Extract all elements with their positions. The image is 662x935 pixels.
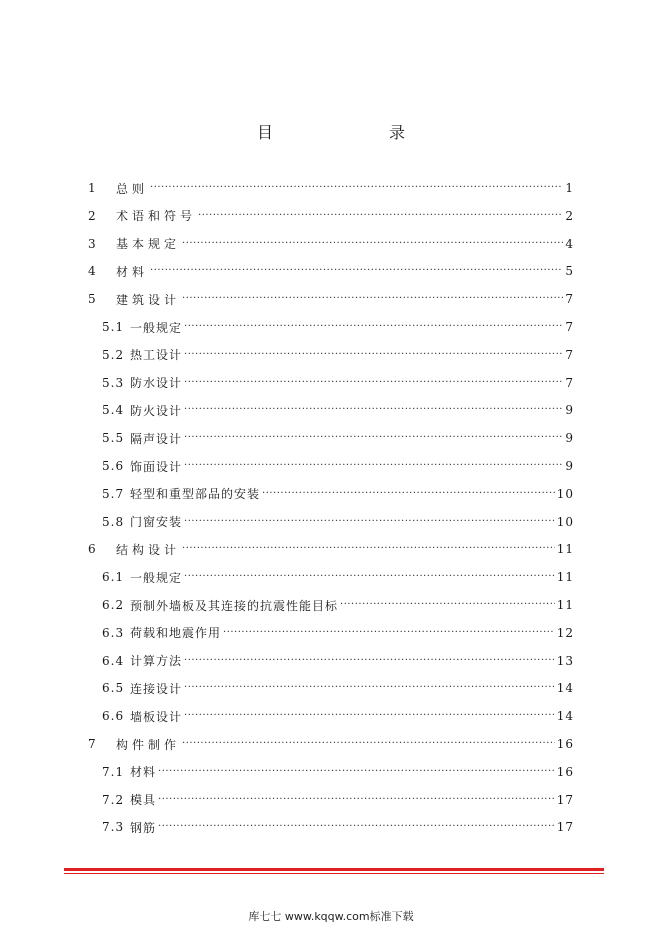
toc-entry[interactable] bbox=[102, 428, 574, 448]
toc-entry[interactable] bbox=[102, 817, 574, 837]
toc-entry-number: 3 bbox=[88, 236, 97, 251]
toc-entry-label: 热工设计 bbox=[130, 348, 183, 363]
toc-entry-number: 6 bbox=[88, 542, 97, 557]
toc-entry[interactable] bbox=[102, 762, 574, 782]
toc-entry-page: 14 bbox=[556, 709, 574, 724]
toc-dot-leader bbox=[184, 400, 563, 420]
toc-entry[interactable] bbox=[102, 678, 574, 698]
toc-dot-leader bbox=[158, 762, 555, 782]
toc-entry-label: 一般规定 bbox=[130, 570, 183, 585]
toc-entry-page: 7 bbox=[565, 347, 574, 362]
toc-dot-leader bbox=[182, 234, 563, 254]
toc-entry-label: 防火设计 bbox=[130, 403, 183, 418]
toc-entry-label: 一般规定 bbox=[130, 320, 183, 335]
toc-entry-page: 17 bbox=[556, 820, 574, 835]
toc-entry-page: 13 bbox=[556, 653, 574, 668]
toc-entry-page: 7 bbox=[565, 320, 574, 334]
toc-dot-leader bbox=[182, 734, 555, 754]
page-title: 目 录 bbox=[256, 123, 455, 142]
toc-entry-number: 5.8 bbox=[102, 514, 125, 529]
toc-entry[interactable] bbox=[102, 345, 574, 365]
toc-entry-number: 6.5 bbox=[102, 681, 125, 696]
toc-dot-leader bbox=[182, 539, 555, 559]
toc-entry[interactable] bbox=[102, 456, 574, 476]
toc-dot-leader bbox=[262, 484, 555, 504]
toc-dot-leader bbox=[184, 651, 555, 671]
toc-entry[interactable] bbox=[102, 512, 574, 532]
toc-entry-label: 结构设计 bbox=[116, 542, 181, 557]
toc-entry-number: 6.6 bbox=[102, 709, 125, 724]
toc-entry-number: 5.1 bbox=[102, 320, 125, 334]
toc-dot-leader bbox=[184, 512, 555, 532]
toc-entry-label: 材料 bbox=[130, 765, 157, 780]
toc-entry[interactable] bbox=[102, 623, 574, 643]
toc-dot-leader bbox=[184, 456, 563, 476]
toc-entry-label: 构件制作 bbox=[116, 737, 181, 752]
toc-entry-label: 隔声设计 bbox=[130, 431, 183, 446]
toc-dot-leader bbox=[223, 623, 555, 643]
toc-entry-page: 17 bbox=[556, 792, 574, 807]
toc-entry-number: 5.5 bbox=[102, 431, 125, 446]
toc-entry-page: 16 bbox=[556, 737, 574, 751]
toc-entry[interactable] bbox=[88, 234, 574, 254]
toc-entry-page: 5 bbox=[565, 264, 574, 279]
toc-entry-page: 9 bbox=[565, 459, 574, 473]
toc-dot-leader bbox=[340, 595, 555, 615]
toc-entry-page: 4 bbox=[565, 236, 574, 251]
toc-dot-leader bbox=[184, 373, 563, 393]
toc-entry-number: 7.1 bbox=[102, 764, 125, 779]
toc-entry-page: 2 bbox=[565, 208, 574, 223]
toc-entry[interactable] bbox=[102, 790, 574, 810]
toc-entry-label: 预制外墙板及其连接的抗震性能目标 bbox=[130, 598, 339, 613]
toc-entry-number: 6.1 bbox=[102, 570, 125, 585]
toc-dot-leader bbox=[184, 706, 555, 726]
toc-entry-page: 10 bbox=[556, 514, 574, 529]
toc-entry-label: 荷载和地震作用 bbox=[130, 626, 222, 641]
toc-entry-number: 7.3 bbox=[102, 820, 125, 835]
toc-dot-leader bbox=[158, 790, 555, 810]
toc-entry-page: 10 bbox=[556, 486, 574, 501]
toc-entry-number: 5.7 bbox=[102, 486, 125, 501]
toc-entry[interactable] bbox=[88, 261, 574, 281]
toc-dot-leader bbox=[158, 817, 555, 837]
toc-entry-label: 模具 bbox=[130, 793, 157, 808]
toc-entry-label: 饰面设计 bbox=[130, 459, 183, 474]
toc-entry[interactable] bbox=[102, 651, 574, 671]
toc-entry-page: 7 bbox=[565, 292, 574, 307]
toc-dot-leader bbox=[184, 428, 563, 448]
toc-entry-page: 11 bbox=[556, 598, 574, 612]
toc-dot-leader bbox=[184, 345, 563, 365]
toc-entry-page: 9 bbox=[565, 431, 574, 446]
toc-entry[interactable] bbox=[102, 595, 574, 615]
toc-entry[interactable] bbox=[102, 706, 574, 726]
toc-entry-page: 12 bbox=[556, 625, 574, 640]
toc-entry-number: 2 bbox=[88, 208, 97, 223]
toc-dot-leader bbox=[184, 678, 555, 698]
toc-entry-label: 术语和符号 bbox=[116, 209, 197, 224]
toc-entry-number: 5.4 bbox=[102, 403, 125, 418]
toc-entry[interactable] bbox=[88, 206, 574, 226]
toc-entry[interactable] bbox=[102, 567, 574, 587]
toc-entry-page: 11 bbox=[556, 542, 574, 557]
toc-dot-leader bbox=[198, 206, 563, 226]
toc-dot-leader bbox=[184, 317, 563, 337]
footer-rule-bottom bbox=[64, 873, 604, 874]
toc-entry-number: 1 bbox=[88, 181, 97, 195]
toc-entry-page: 16 bbox=[556, 764, 574, 779]
toc-entry[interactable] bbox=[88, 289, 574, 309]
toc-entry-label: 连接设计 bbox=[130, 681, 183, 696]
toc-entry-label: 计算方法 bbox=[130, 654, 183, 669]
toc-entry-label: 门窗安装 bbox=[130, 515, 183, 530]
toc-entry[interactable] bbox=[88, 178, 574, 198]
toc-entry-label: 建筑设计 bbox=[116, 292, 181, 307]
toc-entry-label: 材料 bbox=[116, 264, 149, 279]
toc-entry[interactable] bbox=[102, 317, 574, 337]
toc-entry-number: 5 bbox=[88, 292, 97, 307]
toc-entry-page: 1 bbox=[565, 181, 574, 195]
toc-dot-leader bbox=[150, 261, 563, 281]
toc-entry-number: 6.2 bbox=[102, 598, 125, 612]
toc-entry-number: 5.6 bbox=[102, 459, 125, 473]
toc-entry[interactable] bbox=[102, 400, 574, 420]
toc-entry-page: 14 bbox=[556, 681, 574, 696]
toc-entry-page: 7 bbox=[565, 375, 574, 390]
toc-entry[interactable] bbox=[102, 484, 574, 504]
toc-entry-label: 防水设计 bbox=[130, 376, 183, 391]
toc-entry-number: 5.3 bbox=[102, 375, 125, 390]
toc-dot-leader bbox=[182, 289, 563, 309]
toc-entry-number: 7.2 bbox=[102, 792, 125, 807]
toc-entry[interactable] bbox=[102, 373, 574, 393]
toc-entry-label: 钢筋 bbox=[130, 820, 157, 835]
toc-entry-number: 7 bbox=[88, 737, 97, 751]
toc-dot-leader bbox=[150, 178, 563, 198]
toc-entry[interactable] bbox=[88, 734, 574, 754]
toc-entry[interactable] bbox=[88, 539, 574, 559]
toc-entry-page: 11 bbox=[556, 570, 574, 585]
toc-entry-label: 轻型和重型部品的安装 bbox=[130, 487, 261, 502]
toc-entry-label: 墙板设计 bbox=[130, 709, 183, 724]
footer-rule-top bbox=[64, 868, 604, 871]
toc-entry-page: 9 bbox=[565, 403, 574, 418]
toc-entry-label: 基本规定 bbox=[116, 237, 181, 252]
toc-entry-number: 4 bbox=[88, 264, 97, 279]
toc-entry-number: 6.3 bbox=[102, 625, 125, 640]
toc-entry-number: 6.4 bbox=[102, 653, 125, 668]
toc-entry-number: 5.2 bbox=[102, 347, 125, 362]
toc-entry-label: 总则 bbox=[116, 181, 149, 196]
footer-watermark: 库七七 www.kqqw.com标准下载 bbox=[248, 910, 414, 923]
toc-dot-leader bbox=[184, 567, 555, 587]
